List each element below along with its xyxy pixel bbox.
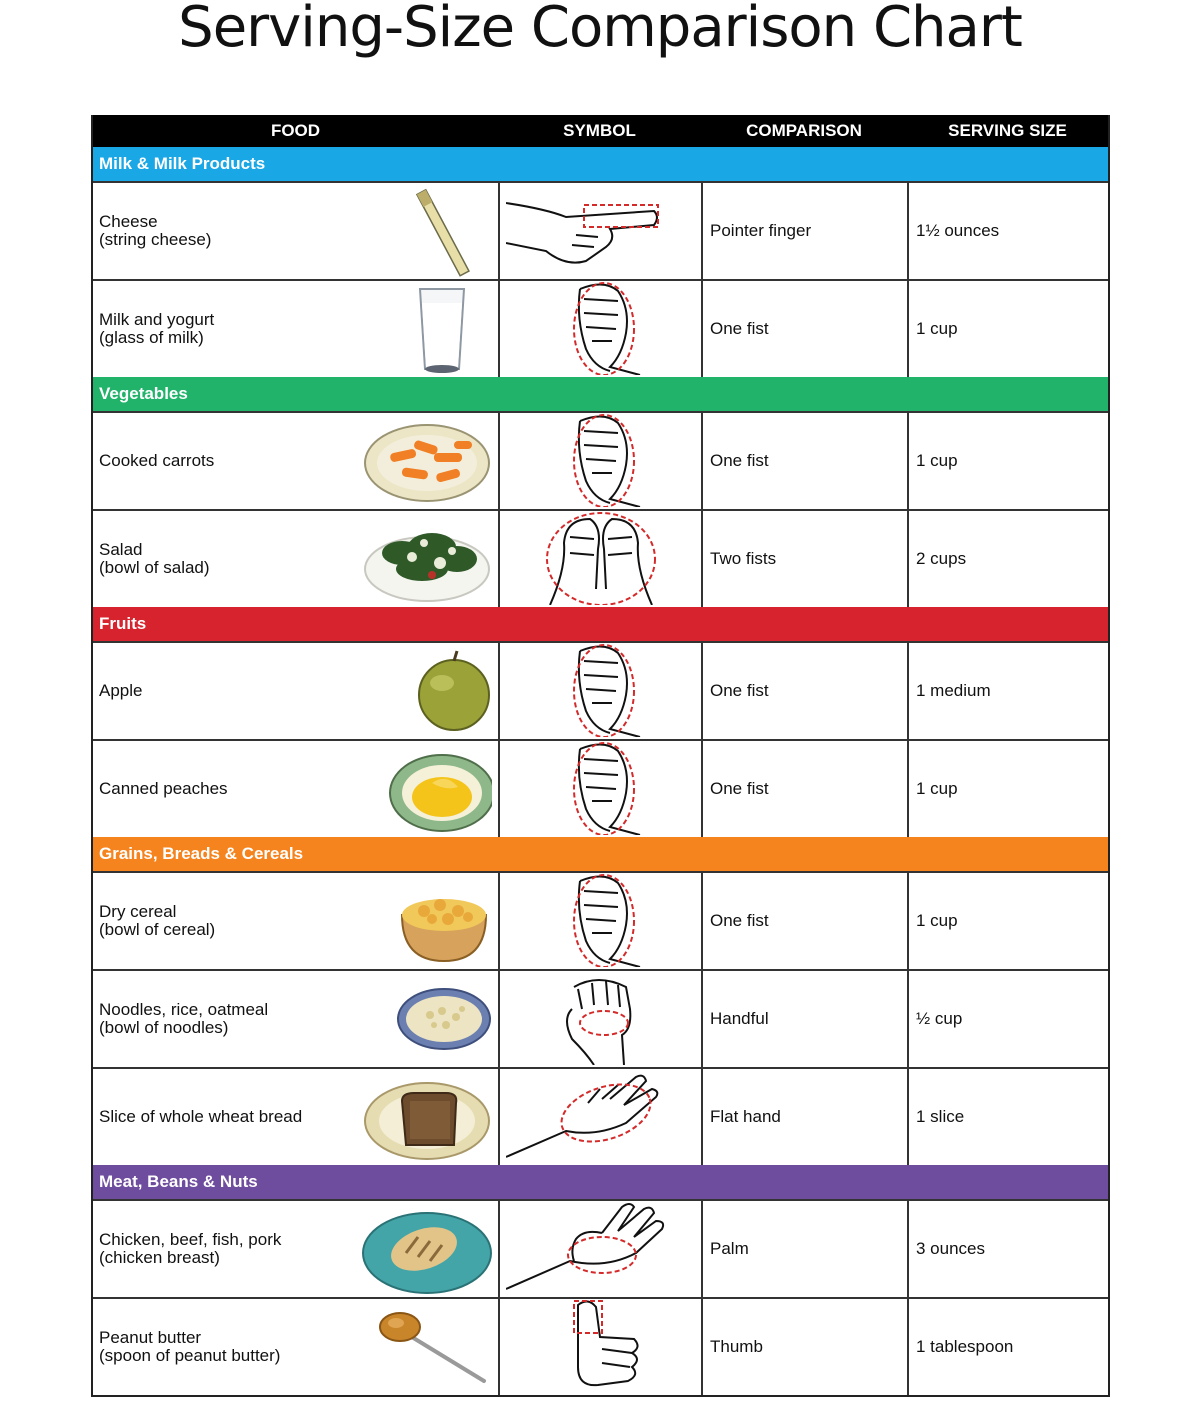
peaches-bowl-icon: [362, 743, 492, 835]
food-name: Salad: [99, 540, 143, 559]
comparison-cell: Flat hand: [701, 1069, 907, 1165]
category-row: [93, 147, 1108, 181]
table-header-row: [93, 115, 1108, 147]
serving-size-cell: 1 cup: [907, 281, 1108, 377]
symbol-cell: [498, 971, 701, 1067]
food-label: [99, 780, 228, 798]
table-row: [93, 871, 1108, 969]
comparison-cell: One fist: [701, 643, 907, 739]
food-cell: [93, 1069, 498, 1165]
cereal-bowl-icon: [362, 875, 492, 967]
table-row: [93, 1067, 1108, 1165]
food-cell: [93, 971, 498, 1067]
food-label: [99, 1108, 302, 1126]
food-detail: (bowl of noodles): [99, 1018, 229, 1037]
comparison-cell: Two fists: [701, 511, 907, 607]
serving-size-cell: 1 tablespoon: [907, 1299, 1108, 1395]
category-name: Milk & Milk Products: [99, 154, 266, 173]
comparison-cell: One fist: [701, 873, 907, 969]
food-cell: [93, 873, 498, 969]
food-cell: [93, 281, 498, 377]
food-name: Apple: [99, 681, 143, 700]
category-row: [93, 837, 1108, 871]
symbol-cell: [498, 281, 701, 377]
chicken-plate-icon: [362, 1203, 492, 1295]
food-detail: (spoon of peanut butter): [99, 1346, 281, 1365]
food-name: Slice of whole wheat bread: [99, 1107, 303, 1126]
palm-icon: [506, 1199, 696, 1300]
food-detail: (glass of milk): [99, 328, 204, 347]
serving-size-cell: 1 medium: [907, 643, 1108, 739]
category-name: Grains, Breads & Cereals: [99, 844, 304, 863]
food-label: [99, 903, 215, 939]
food-label: [99, 1231, 281, 1267]
symbol-cell: [498, 1069, 701, 1165]
comparison-cell: One fist: [701, 741, 907, 837]
food-label: [99, 452, 214, 470]
food-label: [99, 213, 211, 249]
comparison-cell: One fist: [701, 281, 907, 377]
two-fists-icon: [506, 509, 696, 610]
food-name: Canned peaches: [99, 779, 228, 798]
comparison-cell: Handful: [701, 971, 907, 1067]
category-row: [93, 1165, 1108, 1199]
string-cheese-icon: [362, 185, 492, 277]
food-label: [99, 541, 210, 577]
food-name: Milk and yogurt: [99, 310, 215, 329]
header-symbol: SYMBOL: [563, 121, 636, 140]
header-serving-size: SERVING SIZE: [948, 121, 1067, 140]
serving-size-cell: 1 slice: [907, 1069, 1108, 1165]
salad-bowl-icon: [362, 513, 492, 605]
food-name: Dry cereal: [99, 902, 177, 921]
thumb-icon: [506, 1297, 696, 1398]
serving-size-cell: ½ cup: [907, 971, 1108, 1067]
food-name: Cooked carrots: [99, 451, 215, 470]
carrots-plate-icon: [362, 415, 492, 507]
food-cell: [93, 1201, 498, 1297]
food-name: Noodles, rice, oatmeal: [99, 1000, 269, 1019]
table-row: [93, 509, 1108, 607]
comparison-cell: Pointer finger: [701, 183, 907, 279]
food-cell: [93, 1299, 498, 1395]
comparison-cell: Palm: [701, 1201, 907, 1297]
food-cell: [93, 183, 498, 279]
food-cell: [93, 413, 498, 509]
noodles-bowl-icon: [362, 973, 492, 1065]
serving-size-cell: 1½ ounces: [907, 183, 1108, 279]
header-comparison: COMPARISON: [746, 121, 862, 140]
fist-icon: [506, 279, 696, 380]
symbol-cell: [498, 413, 701, 509]
food-name: Chicken, beef, fish, pork: [99, 1230, 282, 1249]
serving-size-cell: 2 cups: [907, 511, 1108, 607]
bread-plate-icon: [362, 1071, 492, 1163]
symbol-cell: [498, 1299, 701, 1395]
food-detail: (string cheese): [99, 230, 212, 249]
symbol-cell: [498, 741, 701, 837]
serving-size-table: [91, 115, 1110, 1397]
food-name: Cheese: [99, 212, 158, 231]
page-title: Serving-Size Comparison Chart: [178, 0, 1022, 60]
food-cell: [93, 741, 498, 837]
serving-size-cell: 1 cup: [907, 873, 1108, 969]
serving-size-cell: 1 cup: [907, 413, 1108, 509]
table-row: [93, 181, 1108, 279]
apple-icon: [362, 645, 492, 737]
fist-icon: [506, 411, 696, 512]
category-name: Vegetables: [99, 384, 188, 403]
fist-icon: [506, 871, 696, 972]
food-detail: (bowl of cereal): [99, 920, 216, 939]
table-row: [93, 969, 1108, 1067]
food-cell: [93, 643, 498, 739]
food-cell: [93, 511, 498, 607]
category-row: [93, 377, 1108, 411]
category-name: Fruits: [99, 614, 147, 633]
table-row: [93, 1199, 1108, 1297]
table-row: [93, 411, 1108, 509]
food-name: Peanut butter: [99, 1328, 202, 1347]
food-label: [99, 682, 142, 700]
table-row: [93, 279, 1108, 377]
symbol-cell: [498, 1201, 701, 1297]
category-row: [93, 607, 1108, 641]
symbol-cell: [498, 183, 701, 279]
serving-size-cell: 1 cup: [907, 741, 1108, 837]
flat-hand-icon: [506, 1067, 696, 1168]
comparison-cell: One fist: [701, 413, 907, 509]
symbol-cell: [498, 643, 701, 739]
table-row: [93, 1297, 1108, 1395]
food-label: [99, 311, 214, 347]
fist-icon: [506, 641, 696, 742]
table-row: [93, 739, 1108, 837]
fist-icon: [506, 739, 696, 840]
handful-icon: [506, 969, 696, 1070]
table-body: [93, 147, 1108, 1395]
food-detail: (chicken breast): [99, 1248, 220, 1267]
glass-of-milk-icon: [362, 283, 492, 375]
food-label: [99, 1329, 280, 1365]
serving-size-cell: 3 ounces: [907, 1201, 1108, 1297]
food-label: [99, 1001, 268, 1037]
peanut-butter-spoon-icon: [362, 1301, 492, 1393]
symbol-cell: [498, 511, 701, 607]
category-name: Meat, Beans & Nuts: [99, 1172, 258, 1191]
pointer-finger-icon: [506, 181, 696, 282]
header-food: FOOD: [270, 121, 321, 140]
table-row: [93, 641, 1108, 739]
symbol-cell: [498, 873, 701, 969]
food-detail: (bowl of salad): [99, 558, 210, 577]
comparison-cell: Thumb: [701, 1299, 907, 1395]
